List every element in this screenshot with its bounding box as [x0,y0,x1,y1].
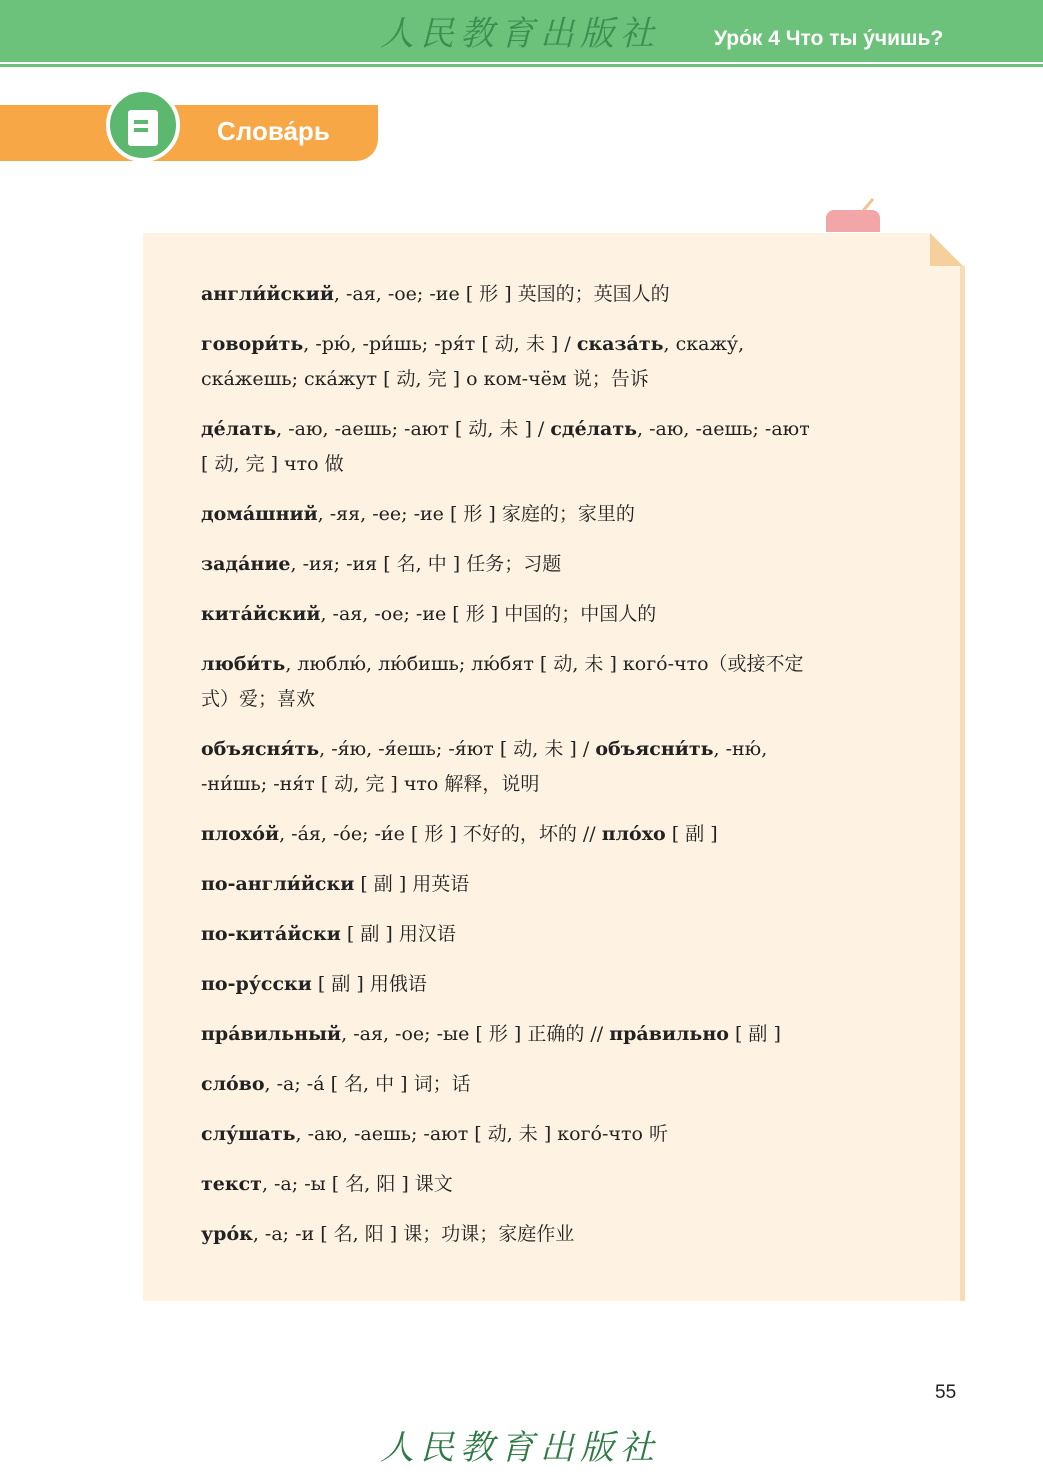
vocab-entry [201,1217,811,1252]
vocab-entry [201,277,811,312]
lesson-title: Уро́к 4 Что ты у́чишь? [714,27,944,50]
entry-details: , -ая, -ое; -ые [ 形 ] 正确的 // [341,1023,610,1045]
entry-details: [ 副 ] 用俄语 [311,973,427,995]
entry-details: , люблю́, лю́бишь; лю́бят [ 动, 未 ] кого́-что（或接不定式）爱；喜欢 [201,653,804,710]
entry-details: [ 副 ] 用汉语 [340,923,456,945]
entry-details: , -аю, -аешь; -ают [ 动, 未 ] / [276,418,551,440]
headword: по-кита́йски [201,923,341,945]
headword: текст [201,1173,262,1195]
headword-pair: пра́вильно [609,1023,729,1045]
vocab-entry [201,817,811,852]
entry-details: , -я́ю, -я́ешь; -я́ют [ 动, 未 ] / [319,738,596,760]
headword: дома́шний [201,503,318,525]
entry-details-pair: , -ню́, -ни́шь; -ня́т [ 动, 完 ] что 解释，说明 [201,738,768,795]
headword: люби́ть [201,653,286,675]
book-icon [106,88,180,162]
entry-details: , -а; -а́ [ 名, 中 ] 词；话 [264,1073,471,1095]
card-edge [960,266,965,1301]
vocab-entry [201,967,811,1002]
headword-pair: сде́лать [550,418,638,440]
vocab-entry [201,732,811,802]
entry-details: , -аю, -аешь; -ают [ 动, 未 ] кого́-что 听 [295,1123,668,1145]
headword: по-англи́йски [201,873,355,895]
headword: зада́ние [201,553,291,575]
vocab-entry [201,597,811,632]
header-divider [0,64,1043,67]
entry-details: , -рю́, -ри́шь; -ря́т [ 动, 未 ] / [303,333,577,355]
headword-pair: объясни́ть [595,738,714,760]
entry-details: , -а; -ы [ 名, 阳 ] 课文 [261,1173,453,1195]
headword: говори́ть [201,333,304,355]
headword: сло́во [201,1073,265,1095]
vocab-entry [201,412,811,482]
page-number: 55 [935,1382,957,1403]
publisher-logo-footer: 人民教育出版社 [380,1428,660,1468]
headword: по-ру́сски [201,973,312,995]
publisher-logo: 人民教育出版社 [380,14,660,54]
vocab-entry [201,1167,811,1202]
headword: пра́вильный [201,1023,342,1045]
headword: кита́йский [201,603,321,625]
vocab-entry [201,497,811,532]
vocab-entry [201,917,811,952]
entry-details-pair: , -аю, -аешь; -ают [ 动, 完 ] что 做 [201,418,810,475]
headword-pair: сказа́ть [576,333,664,355]
headword-pair: пло́хо [601,823,666,845]
entry-details: , -а; -и [ 名, 阳 ] 课；功课；家庭作业 [252,1223,575,1245]
entry-details: , -ая, -ое; -ие [ 形 ] 中国的；中国人的 [320,603,657,625]
vocabulary-list [201,277,811,1267]
vocab-entry [201,1067,811,1102]
headword: де́лать [201,418,277,440]
entry-details: [ 副 ] 用英语 [354,873,470,895]
entry-details-pair: [ 副 ] [665,823,718,845]
vocab-entry [201,647,811,717]
headword: плохо́й [201,823,280,845]
pin-decoration [826,210,880,232]
entry-details: , -а́я, -о́е; -и́е [ 形 ] 不好的，坏的 // [279,823,602,845]
headword: объясня́ть [201,738,320,760]
vocab-entry [201,547,811,582]
entry-details: , -ия; -ия [ 名, 中 ] 任务；习题 [290,553,562,575]
entry-details-pair: , скажу́, ска́жешь; ска́жут [ 动, 完 ] о ком-чём 说；告诉 [201,333,745,390]
entry-details-pair: [ 副 ] [728,1023,781,1045]
entry-details: , -яя, -ее; -ие [ 形 ] 家庭的；家里的 [317,503,635,525]
vocab-entry [201,1017,811,1052]
vocab-entry [201,867,811,902]
entry-details: , -ая, -ое; -ие [ 形 ] 英国的；英国人的 [333,283,670,305]
headword: слу́шать [201,1123,296,1145]
vocab-entry [201,327,811,397]
card-folded-corner [930,233,963,266]
section-title: Слова́рь [217,116,330,146]
headword: уро́к [201,1223,253,1245]
vocab-entry [201,1117,811,1152]
headword: англи́йский [201,283,334,305]
